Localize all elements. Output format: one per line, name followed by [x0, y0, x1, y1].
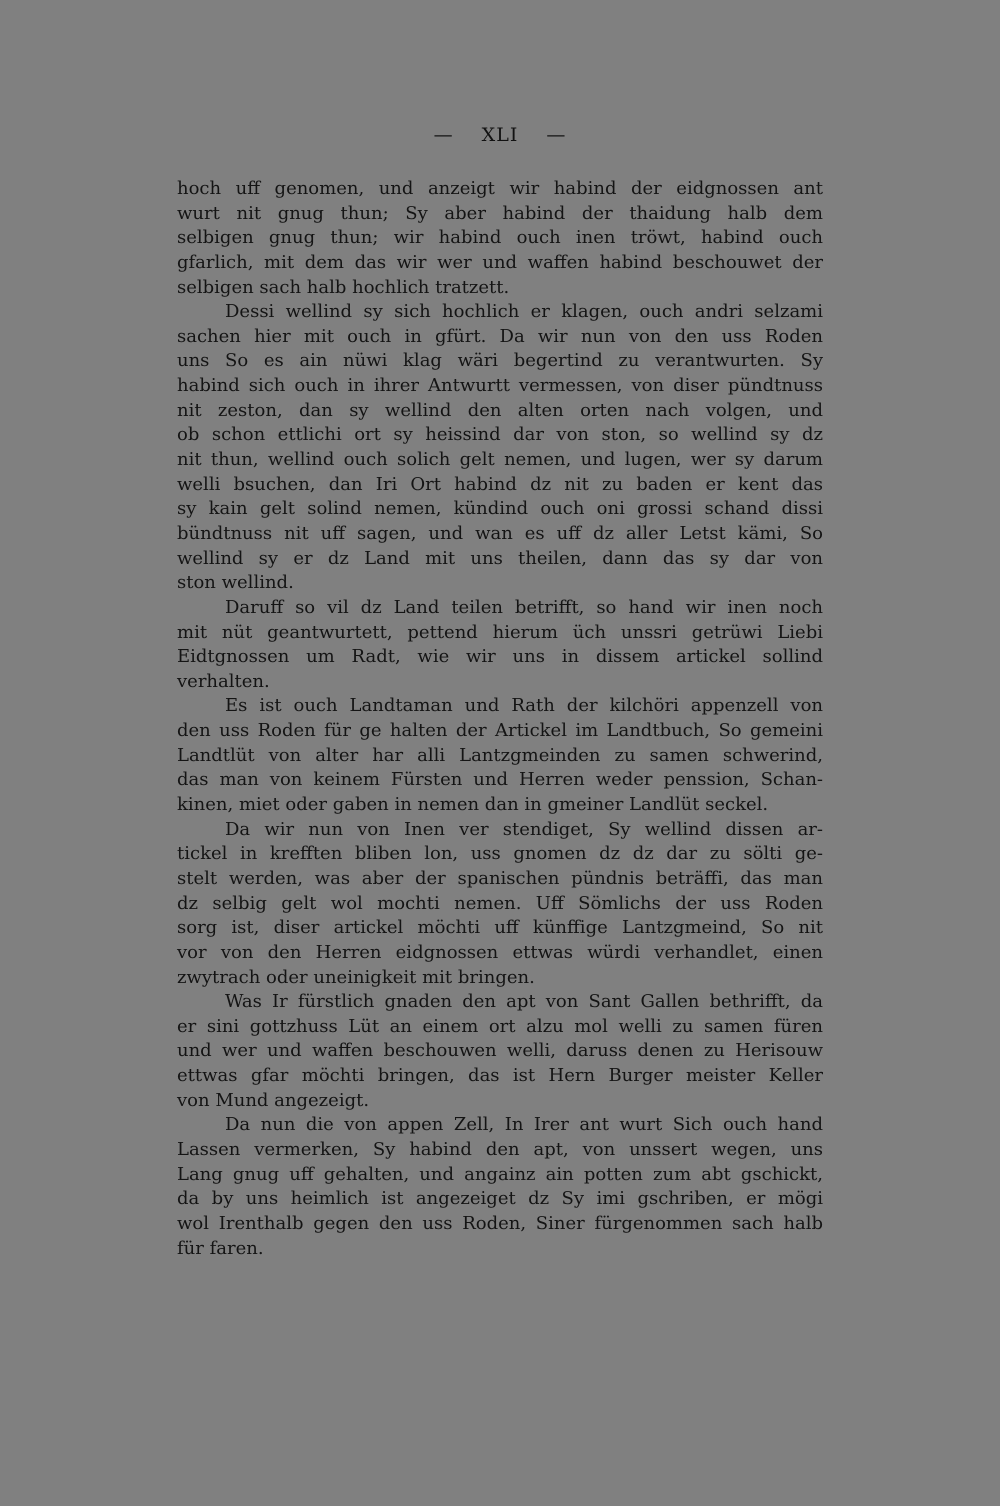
text-line: welli bsuchen, dan Iri Ort habind dz nit zu baden er kent das — [177, 473, 823, 495]
text-line: Lassen vermerken, Sy habind den apt, von unssert wegen, uns — [177, 1138, 823, 1160]
text-line: habind sich ouch in ihrer Antwurtt vermessen, von diser pündtnuss — [177, 375, 823, 397]
paragraph — [177, 818, 823, 990]
text-line: Da wir nun von Inen ver stendiget, Sy wellind dissen ar- — [225, 818, 823, 840]
text-line: uns So es ain nüwi klag wäri begertind zu verantwurten. Sy — [177, 350, 823, 372]
text-line: sorg ist, diser artickel möchti uff künffige Lantzgmeind, So nit — [177, 917, 823, 939]
paragraph — [177, 177, 823, 300]
page-number: XLI — [481, 124, 519, 146]
text-line: den uss Roden für ge halten der Artickel im Landtbuch, So gemeini — [177, 720, 823, 742]
text-line: für faren. — [177, 1237, 264, 1259]
text-line: ob schon ettlichi ort sy heissind dar von ston, so wellind sy dz — [177, 424, 823, 446]
paragraph — [177, 300, 823, 596]
header-left-dash: — — [433, 124, 454, 146]
text-line: sy kain gelt solind nemen, kündind ouch oni grossi schand dissi — [177, 498, 823, 520]
text-line: kinen, miet oder gaben in nemen dan in gmeiner Landlüt seckel. — [177, 794, 769, 816]
text-line: Lang gnug uff gehalten, und angainz ain potten zum abt gschickt, — [177, 1163, 823, 1185]
body-text — [177, 177, 823, 1261]
text-line: gfarlich, mit dem das wir wer und waffen habind beschouwet der — [177, 251, 823, 273]
header-right-dash: — — [546, 124, 567, 146]
text-line: Da nun die von appen Zell, In Irer ant wurt Sich ouch hand — [225, 1114, 823, 1136]
text-line: mit nüt geantwurtett, pettend hierum üch unssri getrüwi Liebi — [177, 621, 823, 643]
text-line: wol Irenthalb gegen den uss Roden, Siner fürgenommen sach halb — [177, 1212, 823, 1234]
text-line: da by uns heimlich ist angezeiget dz Sy imi gschriben, er mögi — [177, 1188, 823, 1210]
text-line: hoch uff genomen, und anzeigt wir habind der eidgnossen ant — [177, 178, 823, 199]
text-line: bündtnuss nit uff sagen, und wan es uff dz aller Letst kämi, So — [177, 522, 823, 544]
text-line: Was Ir fürstlich gnaden den apt von Sant Gallen bethrifft, da — [225, 991, 823, 1013]
paragraph — [177, 990, 823, 1113]
paragraph — [177, 1113, 823, 1261]
text-line: nit zeston, dan sy wellind den alten orten nach volgen, und — [177, 399, 823, 421]
text-line: selbigen gnug thun; wir habind ouch inen tröwt, habind ouch — [177, 227, 823, 249]
text-line: Landtlüt von alter har alli Lantzgmeinden zu samen schwerind, — [177, 744, 823, 766]
paragraph — [177, 694, 823, 817]
text-line: selbigen sach halb hochlich tratzett. — [177, 276, 510, 298]
text-line: er sini gottzhuss Lüt an einem ort alzu mol welli zu samen füren — [177, 1015, 823, 1037]
text-line: Dessi wellind sy sich hochlich er klagen, ouch andri selzami — [225, 301, 823, 323]
text-line: sachen hier mit ouch in gfürt. Da wir nun von den uss Roden — [177, 325, 823, 347]
text-line: wurt nit gnug thun; Sy aber habind der thaidung halb dem — [177, 202, 823, 224]
text-line: das man von keinem Fürsten und Herren weder penssion, Schan- — [177, 769, 823, 791]
text-line: zwytrach oder uneinigkeit mit bringen. — [177, 966, 535, 988]
text-line: verhalten. — [177, 670, 270, 692]
text-line: dz selbig gelt wol mochti nemen. Uff Sömlichs der uss Roden — [177, 892, 823, 914]
text-line: ettwas gfar möchti bringen, das ist Hern Burger meister Keller — [177, 1065, 823, 1087]
page-header — [0, 124, 1000, 146]
text-line: nit thun, wellind ouch solich gelt nemen, und lugen, wer sy darum — [177, 449, 823, 471]
text-line: wellind sy er dz Land mit uns theilen, dann das sy dar von — [177, 547, 823, 569]
text-line: vor von den Herren eidgnossen ettwas würdi verhandlet, einen — [177, 941, 823, 963]
text-line: tickel in krefften bliben lon, uss gnomen dz dz dar zu sölti ge- — [177, 843, 823, 865]
text-line: Es ist ouch Landtaman und Rath der kilchöri appenzell von — [225, 695, 823, 717]
text-line: von Mund angezeigt. — [177, 1089, 370, 1111]
text-line: und wer und waffen beschouwen welli, daruss denen zu Herisouw — [177, 1040, 823, 1062]
text-line: Eidtgnossen um Radt, wie wir uns in dissem artickel sollind — [177, 646, 823, 668]
paragraph — [177, 596, 823, 695]
text-line: Daruff so vil dz Land teilen betrifft, so hand wir inen noch — [225, 596, 823, 618]
text-line: ston wellind. — [177, 572, 294, 594]
text-line: stelt werden, was aber der spanischen pündnis beträffi, das man — [177, 867, 823, 889]
